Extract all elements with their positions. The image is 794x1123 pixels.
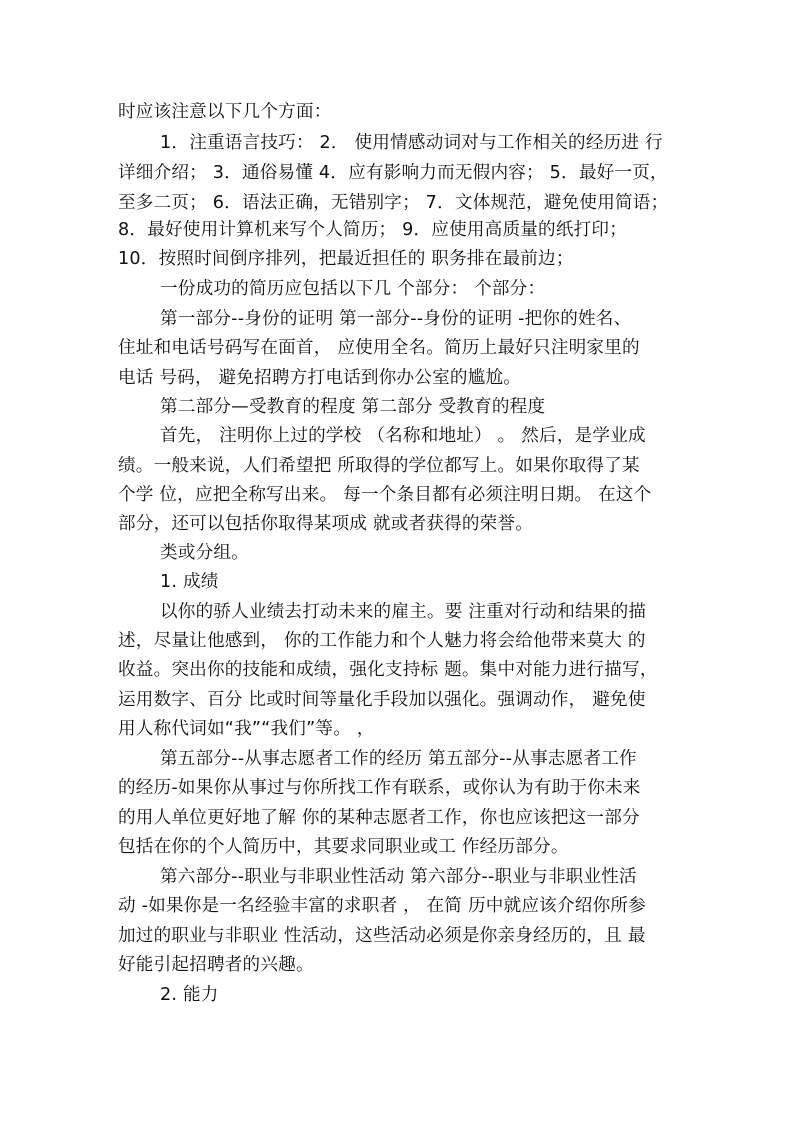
- text-line: 好能引起招聘者的兴趣。: [118, 955, 314, 975]
- text-line: 1. 成绩: [160, 572, 219, 592]
- text-line: 绩。一般来说，人们希望把 所取得的学位都写上。如果你取得了某: [118, 456, 640, 476]
- text-line: 2. 能力: [160, 985, 219, 1005]
- text-line: 第五部分--从事志愿者工作的经历 第五部分--从事志愿者工作: [160, 749, 637, 769]
- text-line: 的经历-如果你从事过与你所找工作有联系，或你认为有助于你未来: [118, 778, 641, 798]
- text-line: 的用人单位更好地了解 你的某种志愿者工作，你也应该把这一部分: [118, 808, 640, 828]
- text-line: 动 -如果你是一名经验丰富的求职者 ， 在简 历中就应该介绍你所参: [118, 896, 646, 916]
- text-line: 加过的职业与非职业 性活动，这些活动必须是你亲身经历的，且 最: [118, 926, 646, 946]
- text-line: 述，尽量让他感到， 你的工作能力和个人魅力将会给他带来莫大 的: [118, 631, 646, 651]
- text-line: 8．最好使用计算机来写个人简历； 9．应使用高质量的纸打印；: [118, 220, 628, 240]
- text-line: 1．注重语言技巧： 2． 使用情感动词对与工作相关的经历进 行: [160, 133, 663, 153]
- text-line: 详细介绍； 3．通俗易懂 4．应有影响力而无假内容； 5．最好一页，: [118, 163, 668, 183]
- text-line: 第一部分--身份的证明 第一部分--身份的证明 -把你的姓名、: [160, 309, 632, 329]
- text-line: 个学 位，应把全称写出来。 每一个条目都有必须注明日期。 在这个: [118, 485, 652, 505]
- text-line: 类或分组。: [160, 543, 249, 563]
- text-line: 至多二页； 6．语法正确，无错别字； 7．文体规范，避免使用简语；: [118, 193, 669, 213]
- text-line: 10．按照时间倒序排列，把最近担任的 职务排在最前边；: [118, 249, 574, 269]
- text-line: 运用数字、百分 比或时间等量化手段加以强化。强调动作， 避免使: [118, 690, 646, 710]
- text-line: 部分，还可以包括你取得某项成 就或者获得的荣誉。: [118, 514, 534, 534]
- text-line: 以你的骄人业绩去打动未来的雇主。要 注重对行动和结果的描: [160, 602, 647, 622]
- text-line: 电话 号码， 避免招聘方打电话到你办公室的尴尬。: [118, 368, 522, 388]
- text-line: 收益。突出你的技能和成绩，强化支持标 题。集中对能力进行描写，: [118, 660, 658, 680]
- text-line: 第二部分—受教育的程度 第二部分 受教育的程度: [160, 397, 546, 417]
- text-line: 住址和电话号码写在面首， 应使用全名。简历上最好只注明家里的: [118, 338, 640, 358]
- text-line: 第六部分--职业与非职业性活动 第六部分--职业与非职业性活: [160, 867, 637, 887]
- text-line: 用人称代词如“我”“我们”等。 ，: [118, 719, 375, 739]
- text-line: 包括在你的个人简历中，其要求同职业或工 作经历部分。: [118, 837, 569, 857]
- text-line: 首先， 注明你上过的学校 （名称和地址） 。 然后，是学业成: [160, 426, 646, 446]
- text-line: 时应该注意以下几个方面：: [118, 102, 332, 122]
- text-line: 一份成功的简历应包括以下几 个部分： 个部分：: [160, 279, 546, 299]
